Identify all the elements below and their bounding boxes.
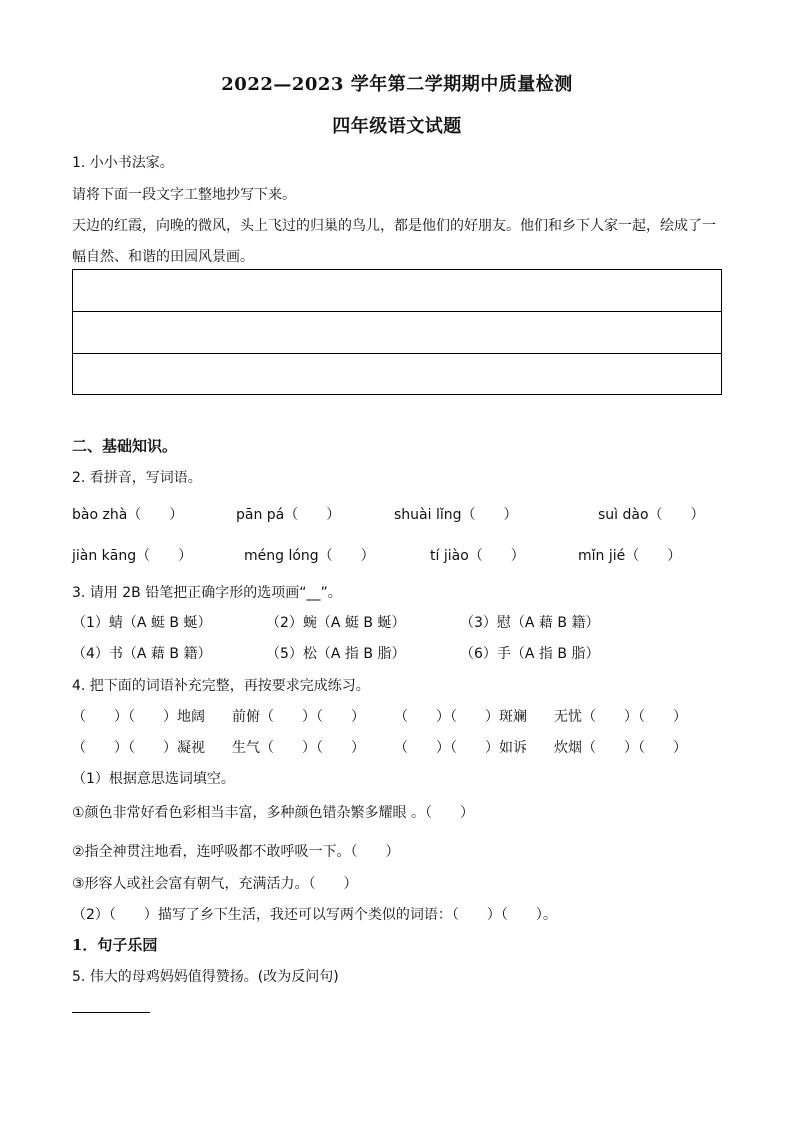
pinyin-item: shuài lǐng（ ） (394, 507, 518, 523)
option-item: （4）书（A 藉 B 籍） (72, 646, 212, 662)
pinyin-item: mǐn jié（ ） (578, 548, 682, 564)
q2-heading: 2. 看拼音，写词语。 (72, 470, 202, 486)
idiom-item: 炊烟（ ）（ ） (554, 740, 687, 756)
q5-heading: 5. 伟大的母鸡妈妈值得赞扬。(改为反问句) (72, 969, 339, 985)
option-item: （1）蜻（A 蜓 B 蜒） (72, 615, 212, 631)
q1-passage-line2: 幅自然、和谐的田园风景画。 (72, 249, 254, 265)
writing-row[interactable] (73, 312, 721, 354)
q4-item1: ①颜色非常好看色彩相当丰富，多种颜色错杂繁多耀眼 。（ ） (72, 805, 474, 821)
writing-row[interactable] (73, 270, 721, 312)
section2-heading: 二、基础知识。 (72, 437, 178, 455)
q1-passage-line1: 天边的红霞，向晚的微风，头上飞过的归巢的鸟儿，都是他们的好朋友。他们和乡下人家一起，绘成了一 (72, 218, 716, 234)
option-item: （5）松（A 指 B 脂） (266, 646, 406, 662)
idiom-item: （ ）（ ）凝视 (72, 740, 205, 756)
pinyin-item: méng lóng（ ） (244, 548, 375, 564)
section3-heading: 1．句子乐园 (72, 936, 158, 954)
q3-heading: 3. 请用 2B 铅笔把正确字形的选项画“__”。 (72, 585, 342, 601)
exam-subtitle: 四年级语文试题 (332, 116, 462, 137)
pinyin-item: jiàn kāng（ ） (72, 548, 193, 564)
idiom-item: 前俯（ ）（ ） (232, 709, 365, 725)
exam-title: 2022—2023 学年第二学期期中质量检测 (221, 74, 573, 95)
q4-heading: 4. 把下面的词语补充完整，再按要求完成练习。 (72, 678, 370, 694)
q4-item2: ②指全神贯注地看，连呼吸都不敢呼吸一下。（ ） (72, 844, 400, 860)
pinyin-item: pān pá（ ） (236, 507, 341, 523)
writing-row[interactable] (73, 354, 721, 396)
pinyin-item: tí jiào（ ） (430, 548, 525, 564)
option-item: （2）蜿（A 蜓 B 蜒） (266, 615, 406, 631)
q4-item3: ③形容人或社会富有朝气，充满活力。（ ） (72, 876, 358, 892)
idiom-item: （ ）（ ）斑斓 (394, 709, 527, 725)
q4-sub1: （1）根据意思选词填空。 (72, 771, 235, 787)
idiom-item: 无忧（ ）（ ） (554, 709, 687, 725)
idiom-item: （ ）（ ）如诉 (394, 740, 527, 756)
option-item: （6）手（A 指 B 脂） (460, 646, 600, 662)
q4-sub2: （2）（ ）描写了乡下生活，我还可以写两个类似的词语：（ ）（ ）。 (72, 907, 557, 923)
copy-writing-box[interactable] (72, 269, 722, 395)
q1-heading: 1. 小小书法家。 (72, 155, 174, 171)
answer-line[interactable] (72, 1012, 150, 1013)
q1-instruction: 请将下面一段文字工整地抄写下来。 (72, 187, 296, 203)
pinyin-item: suì dào（ ） (598, 507, 705, 523)
idiom-item: （ ）（ ）地阔 (72, 709, 205, 725)
option-item: （3）慰（A 藉 B 籍） (460, 615, 600, 631)
idiom-item: 生气（ ）（ ） (232, 740, 365, 756)
pinyin-item: bào zhà（ ） (72, 507, 184, 523)
